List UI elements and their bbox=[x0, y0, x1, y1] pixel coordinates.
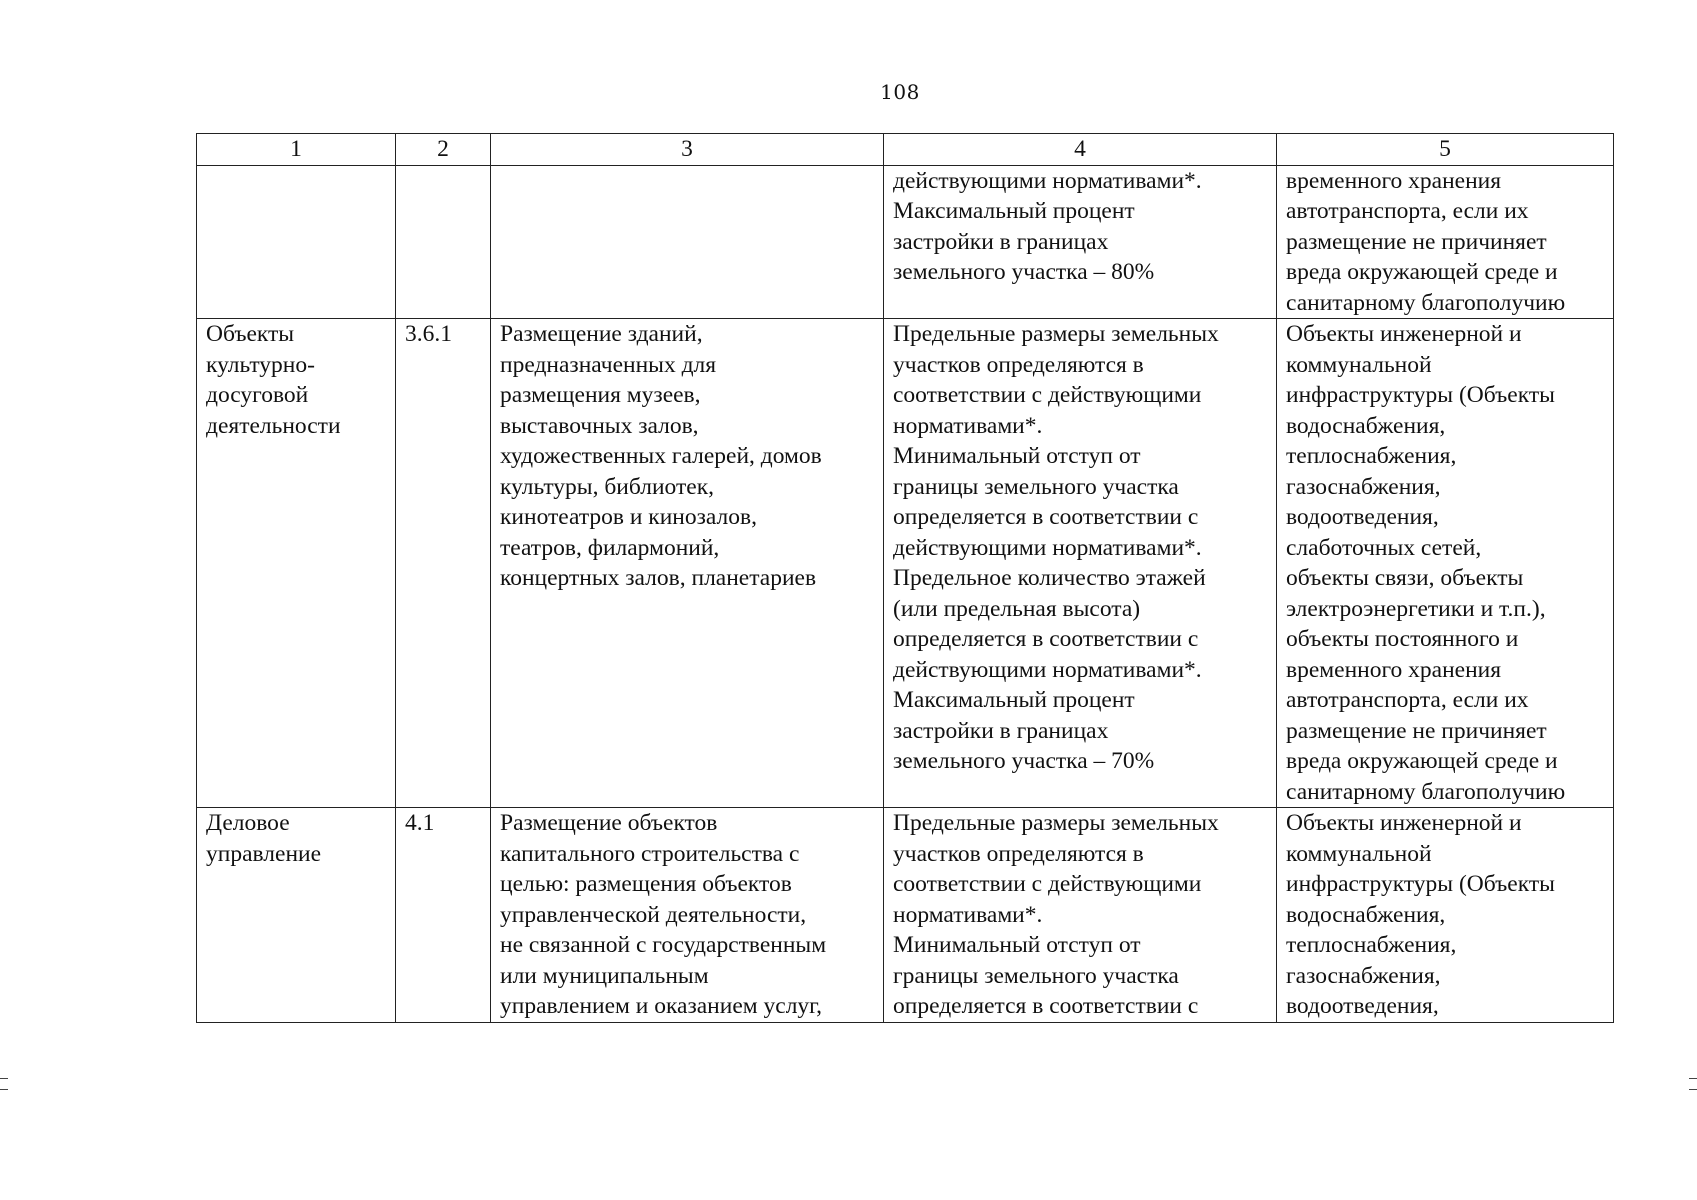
cell-text-line: земельного участка – 70% bbox=[893, 748, 1155, 774]
cell-text-line: соответствии с действующими bbox=[893, 382, 1202, 408]
cell-text-line: действующими нормативами*. bbox=[893, 656, 1202, 683]
use-description-cell bbox=[491, 319, 884, 808]
cell-text-line: Максимальный процент bbox=[893, 198, 1135, 224]
cell-text-line: санитарному благополучию bbox=[1286, 289, 1566, 316]
left-edge-mark bbox=[0, 1078, 8, 1090]
header-row bbox=[197, 134, 1614, 166]
cell-text-line: Предельные размеры земельных bbox=[893, 321, 1219, 347]
cell-text-line: теплоснабжения, bbox=[1286, 932, 1457, 958]
cell-text-line: капитального строительства с bbox=[500, 840, 800, 867]
cell-text-line: электроэнергетики и т.п.), bbox=[1286, 595, 1546, 622]
use-name-cell bbox=[197, 319, 396, 808]
cell-text-line: Деловое bbox=[206, 810, 290, 836]
column-header-5: 5 bbox=[1277, 134, 1614, 166]
use-name-cell bbox=[197, 808, 396, 1023]
use-code-cell bbox=[396, 808, 491, 1023]
auxiliary-uses-cell bbox=[1277, 165, 1614, 319]
cell-text-line: Предельное количество этажей bbox=[893, 565, 1206, 591]
cell-text-line: границы земельного участка bbox=[893, 473, 1179, 500]
cell-text-line: газоснабжения, bbox=[1286, 473, 1441, 500]
cell-text-line: вреда окружающей среде и bbox=[1286, 259, 1558, 285]
table-row bbox=[197, 808, 1614, 1023]
table-row bbox=[197, 165, 1614, 319]
cell-text-line: управлением и оказанием услуг, bbox=[500, 993, 823, 1019]
use-code-cell bbox=[396, 165, 491, 319]
cell-text-line: застройки в границах bbox=[893, 228, 1109, 255]
cell-text-line: инфраструктуры (Объекты bbox=[1286, 871, 1555, 897]
cell-text-line: целью: размещения объектов bbox=[500, 871, 792, 897]
cell-text-line: 3.6.1 bbox=[405, 321, 452, 347]
cell-text-line: санитарному благополучию bbox=[1286, 778, 1566, 805]
cell-text-line: (или предельная высота) bbox=[893, 595, 1141, 622]
column-header-2: 2 bbox=[396, 134, 491, 166]
cell-text-line: концертных залов, планетариев bbox=[500, 565, 817, 591]
cell-text-line: автотранспорта, если их bbox=[1286, 687, 1529, 713]
cell-text-line: досуговой bbox=[206, 382, 309, 408]
cell-text-line: кинотеатров и кинозалов, bbox=[500, 504, 757, 530]
cell-text-line: нормативами*. bbox=[893, 412, 1043, 439]
cell-text-line: 4.1 bbox=[405, 810, 435, 836]
cell-text-line: Объекты инженерной и bbox=[1286, 321, 1522, 347]
cell-text-line: управленческой деятельности, bbox=[500, 901, 807, 928]
cell-text-line: действующими нормативами*. bbox=[893, 534, 1202, 561]
cell-text-line: не связанной с государственным bbox=[500, 932, 827, 958]
use-code-cell bbox=[396, 319, 491, 808]
cell-text-line: земельного участка – 80% bbox=[893, 259, 1155, 285]
use-parameters-cell bbox=[884, 165, 1277, 319]
cell-text-line: объекты связи, объекты bbox=[1286, 565, 1524, 591]
cell-text-line: Минимальный отступ от bbox=[893, 932, 1141, 958]
cell-text-line: газоснабжения, bbox=[1286, 962, 1441, 989]
cell-text-line: предназначенных для bbox=[500, 351, 717, 378]
cell-text-line: границы земельного участка bbox=[893, 962, 1179, 989]
cell-text-line: культурно- bbox=[206, 351, 315, 378]
cell-text-line: определяется в соответствии с bbox=[893, 993, 1199, 1019]
cell-text-line: участков определяются в bbox=[893, 840, 1144, 867]
cell-text-line: или муниципальным bbox=[500, 962, 709, 989]
permitted-use-table bbox=[196, 133, 1614, 1023]
column-header-1: 1 bbox=[197, 134, 396, 166]
cell-text-line: водоотведения, bbox=[1286, 504, 1439, 530]
cell-text-line: водоотведения, bbox=[1286, 993, 1439, 1019]
cell-text-line: автотранспорта, если их bbox=[1286, 198, 1529, 224]
cell-text-line: определяется в соответствии с bbox=[893, 504, 1199, 530]
column-header-3: 3 bbox=[491, 134, 884, 166]
cell-text-line: слаботочных сетей, bbox=[1286, 534, 1482, 561]
cell-text-line: Размещение зданий, bbox=[500, 321, 703, 347]
right-edge-mark bbox=[1689, 1078, 1697, 1090]
cell-text-line: коммунальной bbox=[1286, 840, 1432, 867]
cell-text-line: застройки в границах bbox=[893, 717, 1109, 744]
use-description-cell bbox=[491, 165, 884, 319]
cell-text-line: театров, филармоний, bbox=[500, 534, 720, 561]
auxiliary-uses-cell bbox=[1277, 319, 1614, 808]
cell-text-line: размещения музеев, bbox=[500, 382, 701, 408]
column-header-4: 4 bbox=[884, 134, 1277, 166]
auxiliary-uses-cell bbox=[1277, 808, 1614, 1023]
cell-text-line: Размещение объектов bbox=[500, 810, 718, 836]
cell-text-line: культуры, библиотек, bbox=[500, 473, 714, 500]
use-parameters-cell bbox=[884, 808, 1277, 1023]
cell-text-line: участков определяются в bbox=[893, 351, 1144, 378]
cell-text-line: нормативами*. bbox=[893, 901, 1043, 928]
page-number: 108 bbox=[880, 80, 920, 104]
cell-text-line: коммунальной bbox=[1286, 351, 1432, 378]
cell-text-line: действующими нормативами*. bbox=[893, 167, 1202, 194]
cell-text-line: инфраструктуры (Объекты bbox=[1286, 382, 1555, 408]
cell-text-line: Максимальный процент bbox=[893, 687, 1135, 713]
cell-text-line: временного хранения bbox=[1286, 656, 1502, 683]
cell-text-line: размещение не причиняет bbox=[1286, 717, 1547, 744]
cell-text-line: водоснабжения, bbox=[1286, 412, 1446, 439]
use-parameters-cell bbox=[884, 319, 1277, 808]
use-description-cell bbox=[491, 808, 884, 1023]
cell-text-line: управление bbox=[206, 840, 322, 867]
table-row bbox=[197, 319, 1614, 808]
use-name-cell bbox=[197, 165, 396, 319]
cell-text-line: теплоснабжения, bbox=[1286, 443, 1457, 469]
cell-text-line: Объекты инженерной и bbox=[1286, 810, 1522, 836]
cell-text-line: Объекты bbox=[206, 321, 295, 347]
cell-text-line: определяется в соответствии с bbox=[893, 626, 1199, 652]
cell-text-line: водоснабжения, bbox=[1286, 901, 1446, 928]
cell-text-line: выставочных залов, bbox=[500, 412, 699, 439]
cell-text-line: размещение не причиняет bbox=[1286, 228, 1547, 255]
cell-text-line: Предельные размеры земельных bbox=[893, 810, 1219, 836]
cell-text-line: объекты постоянного и bbox=[1286, 626, 1519, 652]
cell-text-line: соответствии с действующими bbox=[893, 871, 1202, 897]
cell-text-line: временного хранения bbox=[1286, 167, 1502, 194]
cell-text-line: Минимальный отступ от bbox=[893, 443, 1141, 469]
cell-text-line: художественных галерей, домов bbox=[500, 443, 822, 469]
cell-text-line: вреда окружающей среде и bbox=[1286, 748, 1558, 774]
cell-text-line: деятельности bbox=[206, 412, 341, 439]
